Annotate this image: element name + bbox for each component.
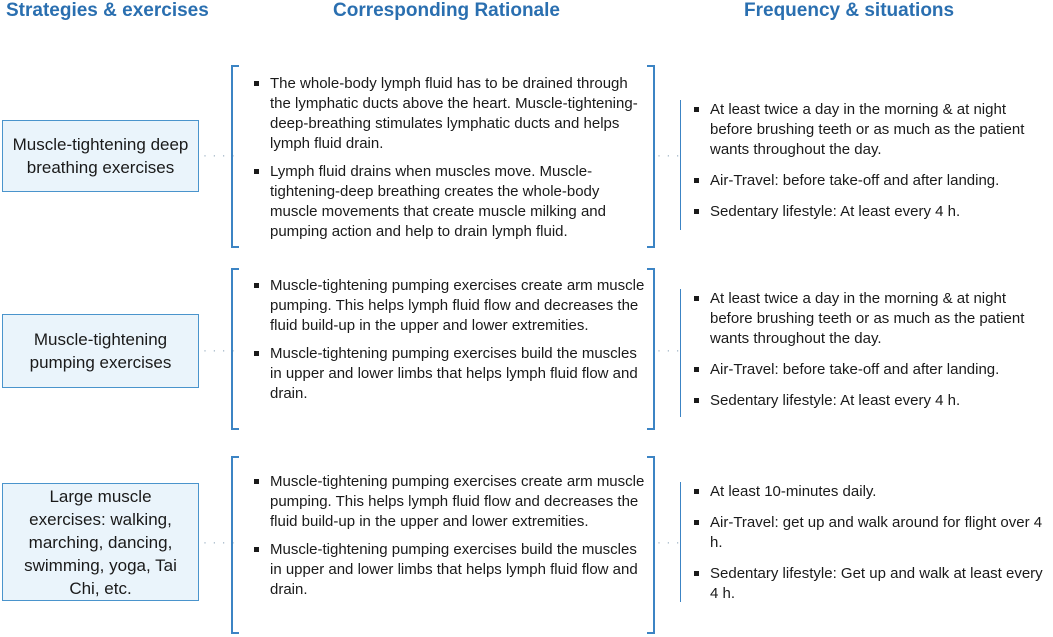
rationale-bracket-right xyxy=(647,456,655,634)
rationale-list xyxy=(250,472,645,608)
rationale-item: Lymph fluid drains when muscles move. Muscle-tightening-deep breathing creates the whole-body muscle movements that create muscle milking and pumping action and help to drain lymph fluid. xyxy=(250,162,645,242)
rationale-bracket-left xyxy=(231,65,239,248)
rationale-bracket-left xyxy=(231,268,239,430)
rationale-bracket-right xyxy=(647,268,655,430)
connector-dots: · · · · xyxy=(203,148,236,162)
rationale-list xyxy=(250,276,645,412)
strategy-label: Muscle-tightening deep breathing exercises xyxy=(12,135,189,177)
frequency-item: Sedentary lifestyle: At least every 4 h. xyxy=(690,202,1050,222)
frequency-list xyxy=(690,100,1050,233)
rationale-item: Muscle-tightening pumping exercises create arm muscle pumping. This helps lymph fluid flow and decreases the fluid build-up in the upper and lower extremities. xyxy=(250,276,645,336)
connector-dots: · · · · xyxy=(203,535,236,549)
frequency-list xyxy=(690,289,1050,422)
frequency-item: At least twice a day in the morning & at night before brushing teeth or as much as the patient wants throughout the day. xyxy=(690,289,1050,349)
frequency-header: Frequency & situations xyxy=(744,0,955,21)
connector-dots: · · · xyxy=(657,535,681,549)
frequency-item: Air-Travel: before take-off and after landing. xyxy=(690,360,1050,380)
frequency-item: At least 10-minutes daily. xyxy=(690,482,1050,502)
frequency-item: Air-Travel: before take-off and after landing. xyxy=(690,171,1050,191)
frequency-item: Sedentary lifestyle: Get up and walk at least every 4 h. xyxy=(690,564,1050,604)
frequency-item: Sedentary lifestyle: At least every 4 h. xyxy=(690,391,1050,411)
frequency-item: Air-Travel: get up and walk around for flight over 4 h. xyxy=(690,513,1050,553)
strategy-box xyxy=(2,120,199,192)
strategy-label: Muscle-tightening pumping exercises xyxy=(29,330,172,372)
frequency-line xyxy=(680,289,681,417)
rationale-item: Muscle-tightening pumping exercises create arm muscle pumping. This helps lymph fluid flow and decreases the fluid build-up in the upper and lower extremities. xyxy=(250,472,645,532)
strategy-box xyxy=(2,483,199,601)
rationale-list xyxy=(250,74,645,250)
rationale-header: Corresponding Rationale xyxy=(333,0,560,21)
strategies-header: Strategies & exercises xyxy=(6,0,209,21)
connector-dots: · · · xyxy=(657,343,681,357)
rationale-bracket-right xyxy=(647,65,655,248)
connector-dots: · · · xyxy=(657,148,681,162)
strategy-label: Large muscle exercises: walking, marching, dancing, swimming, yoga, Tai Chi, etc. xyxy=(24,486,177,598)
rationale-item: Muscle-tightening pumping exercises build the muscles in upper and lower limbs that helps lymph fluid flow and drain. xyxy=(250,540,645,600)
frequency-line xyxy=(680,100,681,230)
rationale-bracket-left xyxy=(231,456,239,634)
frequency-line xyxy=(680,482,681,602)
rationale-item: The whole-body lymph fluid has to be drained through the lymphatic ducts above the heart. Muscle-tightening-deep-breathing stimulates lymphatic ducts and helps lymph fluid drain. xyxy=(250,74,645,154)
rationale-item: Muscle-tightening pumping exercises build the muscles in upper and lower limbs that helps lymph fluid flow and drain. xyxy=(250,344,645,404)
frequency-item: At least twice a day in the morning & at night before brushing teeth or as much as the patient wants throughout the day. xyxy=(690,100,1050,160)
frequency-list xyxy=(690,482,1050,615)
strategy-box xyxy=(2,314,199,388)
connector-dots: · · · · xyxy=(203,343,236,357)
